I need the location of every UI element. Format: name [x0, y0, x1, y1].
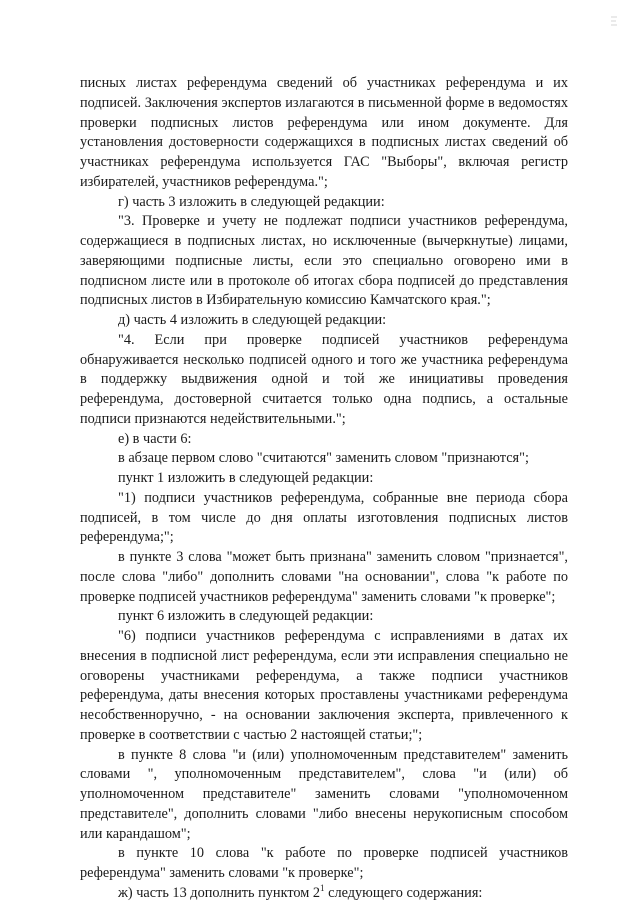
- paragraph-part-3-text: "3. Проверке и учету не подлежат подписи участников референдума, содержащиеся в подписных листах, но исключенные (вычеркнутые) лицами, заверяющими подписные листы, если это специально оговорено ими в подписном листе или в протоколе об итогах сбора подписей до представления подписных листов в Избирательную комиссию Камчатского края.";: [80, 213, 568, 309]
- corner-mark: [610, 16, 618, 26]
- paragraph-point-10: в пункте 10 слова "к работе по проверке подписей участников референдума" заменить словами "к проверке";: [80, 845, 568, 881]
- paragraph-part-4-text: "4. Если при проверке подписей участников референдума обнаруживается несколько подписей одного и того же участника референдума в поддержку выдвижения одной и той же инициативы проведения референдума, достоверной считается только одна подпись, а остальные подписи признаются недействительными.";: [80, 331, 568, 427]
- paragraph-expert-conclusions: писных листах референдума сведений об участниках референдума и их подписей. Заключения экспертов излагаются в письменной форме в ведомостях проверки подписных листов референдума или ином документе. Для установления достоверности содержащихся в подписных листах сведений об участниках референдума используется ГАС "Выборы", включая регистр избирателей, участников референдума.";: [80, 75, 568, 190]
- paragraph-item-zh-text: ж) часть 13 дополнить пунктом 2: [118, 884, 321, 901]
- paragraph-item-zh: [80, 884, 568, 904]
- paragraph-point-6-intro: пункт 6 изложить в следующей редакции:: [118, 608, 374, 625]
- paragraph-first-abzac: в абзаце первом слово "считаются" заменить словом "признаются";: [118, 450, 529, 467]
- document-page: [80, 74, 568, 904]
- paragraph-point-8: в пункте 8 слова "и (или) уполномоченным представителем" заменить словами ", уполномоченным представителем", слова "и (или) об уполномоченном представителе" заменить словами "уполномоченном представителе", дополнить словами "либо внесены нерукописным способом или карандашом";: [80, 746, 568, 842]
- paragraph-point-3: в пункте 3 слова "может быть признана" заменить словом "признается", после слова "либо" дополнить словами "на основании", слова "к работе по проверке подписей участников референдума" заменить словами "к проверке";: [80, 549, 568, 605]
- paragraph-item-d: д) часть 4 изложить в следующей редакции:: [118, 312, 387, 328]
- superscript-one: 1: [320, 882, 325, 893]
- paragraph-item-g: г) часть 3 изложить в следующей редакции:: [118, 193, 385, 210]
- paragraph-point-1-text: "1) подписи участников референдума, собранные вне периода сбора подписей, в том числе до дня оплаты изготовления подписных листов референдума;";: [80, 489, 568, 546]
- paragraph-point-1-intro: пункт 1 изложить в следующей редакции:: [118, 470, 374, 486]
- paragraph-item-e: е) в части 6:: [118, 430, 192, 447]
- paragraph-point-6-text: "6) подписи участников референдума с исправлениями в датах их внесения в подписной лист референдума, если эти исправления специально не оговорены участниками референдума, а также подписи участников референдума, даты внесения которых проставлены участниками референдума несобственноручно, - на основании заключения эксперта, привлеченного к проверке в соответствии с частью 2 настоящей статьи;";: [80, 628, 568, 743]
- paragraph-item-zh-rest: следующего содержания:: [324, 884, 483, 901]
